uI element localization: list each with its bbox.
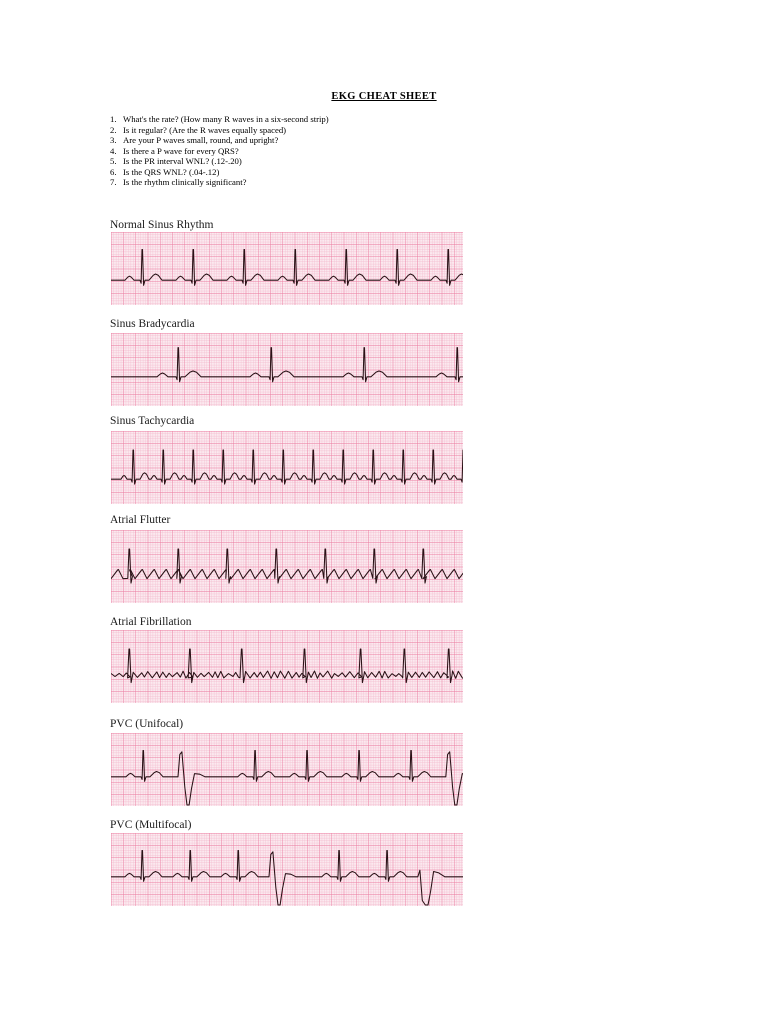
assessment-question-7 xyxy=(110,177,530,188)
ecg-graph-atrial-flutter xyxy=(111,530,463,603)
grid-major xyxy=(111,232,463,305)
assessment-question-1 xyxy=(110,114,530,125)
grid-major xyxy=(111,833,463,906)
ecg-graph-sinus-bradycardia xyxy=(111,333,463,406)
page-title: EKG CHEAT SHEET xyxy=(331,91,437,102)
rhythm-label-sinus-tachycardia: Sinus Tachycardia xyxy=(110,415,195,427)
grid-major xyxy=(111,630,463,703)
ecg-graph-normal-sinus-rhythm xyxy=(111,232,463,305)
rhythm-strip-sinus-tachycardia xyxy=(111,431,463,504)
question-number: 7. xyxy=(110,177,117,188)
ecg-graph-sinus-tachycardia xyxy=(111,431,463,504)
ecg-graph-pvc-multifocal xyxy=(111,833,463,906)
question-text: Is it regular? (Are the R waves equally spaced) xyxy=(123,124,287,135)
question-number: 6. xyxy=(110,166,117,177)
assessment-question-6 xyxy=(110,167,530,178)
question-text: Is the PR interval WNL? (.12-.20) xyxy=(123,156,242,167)
question-number: 1. xyxy=(110,114,117,124)
grid-major xyxy=(111,333,463,406)
rhythm-strip-sinus-bradycardia xyxy=(111,333,463,406)
rhythm-label-normal-sinus-rhythm: Normal Sinus Rhythm xyxy=(110,219,214,231)
question-text: What's the rate? (How many R waves in a six-second strip) xyxy=(123,114,329,124)
ecg-graph-pvc-unifocal xyxy=(111,733,463,806)
question-number: 5. xyxy=(110,156,117,167)
question-text: Is the rhythm clinically significant? xyxy=(123,177,247,188)
assessment-question-3 xyxy=(110,135,530,146)
ecg-graph-atrial-fibrillation xyxy=(111,630,463,703)
assessment-question-list xyxy=(110,114,530,188)
rhythm-label-atrial-flutter: Atrial Flutter xyxy=(110,514,171,526)
rhythm-strip-atrial-fibrillation xyxy=(111,630,463,703)
rhythm-label-atrial-fibrillation: Atrial Fibrillation xyxy=(110,616,192,628)
rhythm-strip-pvc-multifocal xyxy=(111,833,463,906)
question-text: Are your P waves small, round, and upright? xyxy=(123,135,279,146)
assessment-question-4 xyxy=(110,146,530,157)
rhythm-label-pvc-multifocal: PVC (Multifocal) xyxy=(110,819,192,831)
rhythm-strip-pvc-unifocal xyxy=(111,733,463,806)
assessment-question-5 xyxy=(110,156,530,167)
grid-major xyxy=(111,530,463,603)
rhythm-strip-normal-sinus-rhythm xyxy=(111,232,463,305)
rhythm-strip-atrial-flutter xyxy=(111,530,463,603)
question-number: 3. xyxy=(110,135,117,146)
question-number: 4. xyxy=(110,145,117,156)
rhythm-label-sinus-bradycardia: Sinus Bradycardia xyxy=(110,318,195,330)
question-number: 2. xyxy=(110,124,117,135)
rhythm-label-pvc-unifocal: PVC (Unifocal) xyxy=(110,718,184,730)
assessment-question-2 xyxy=(110,125,530,136)
question-text: Is there a P wave for every QRS? xyxy=(123,145,239,156)
question-text: Is the QRS WNL? (.04-.12) xyxy=(123,166,220,177)
